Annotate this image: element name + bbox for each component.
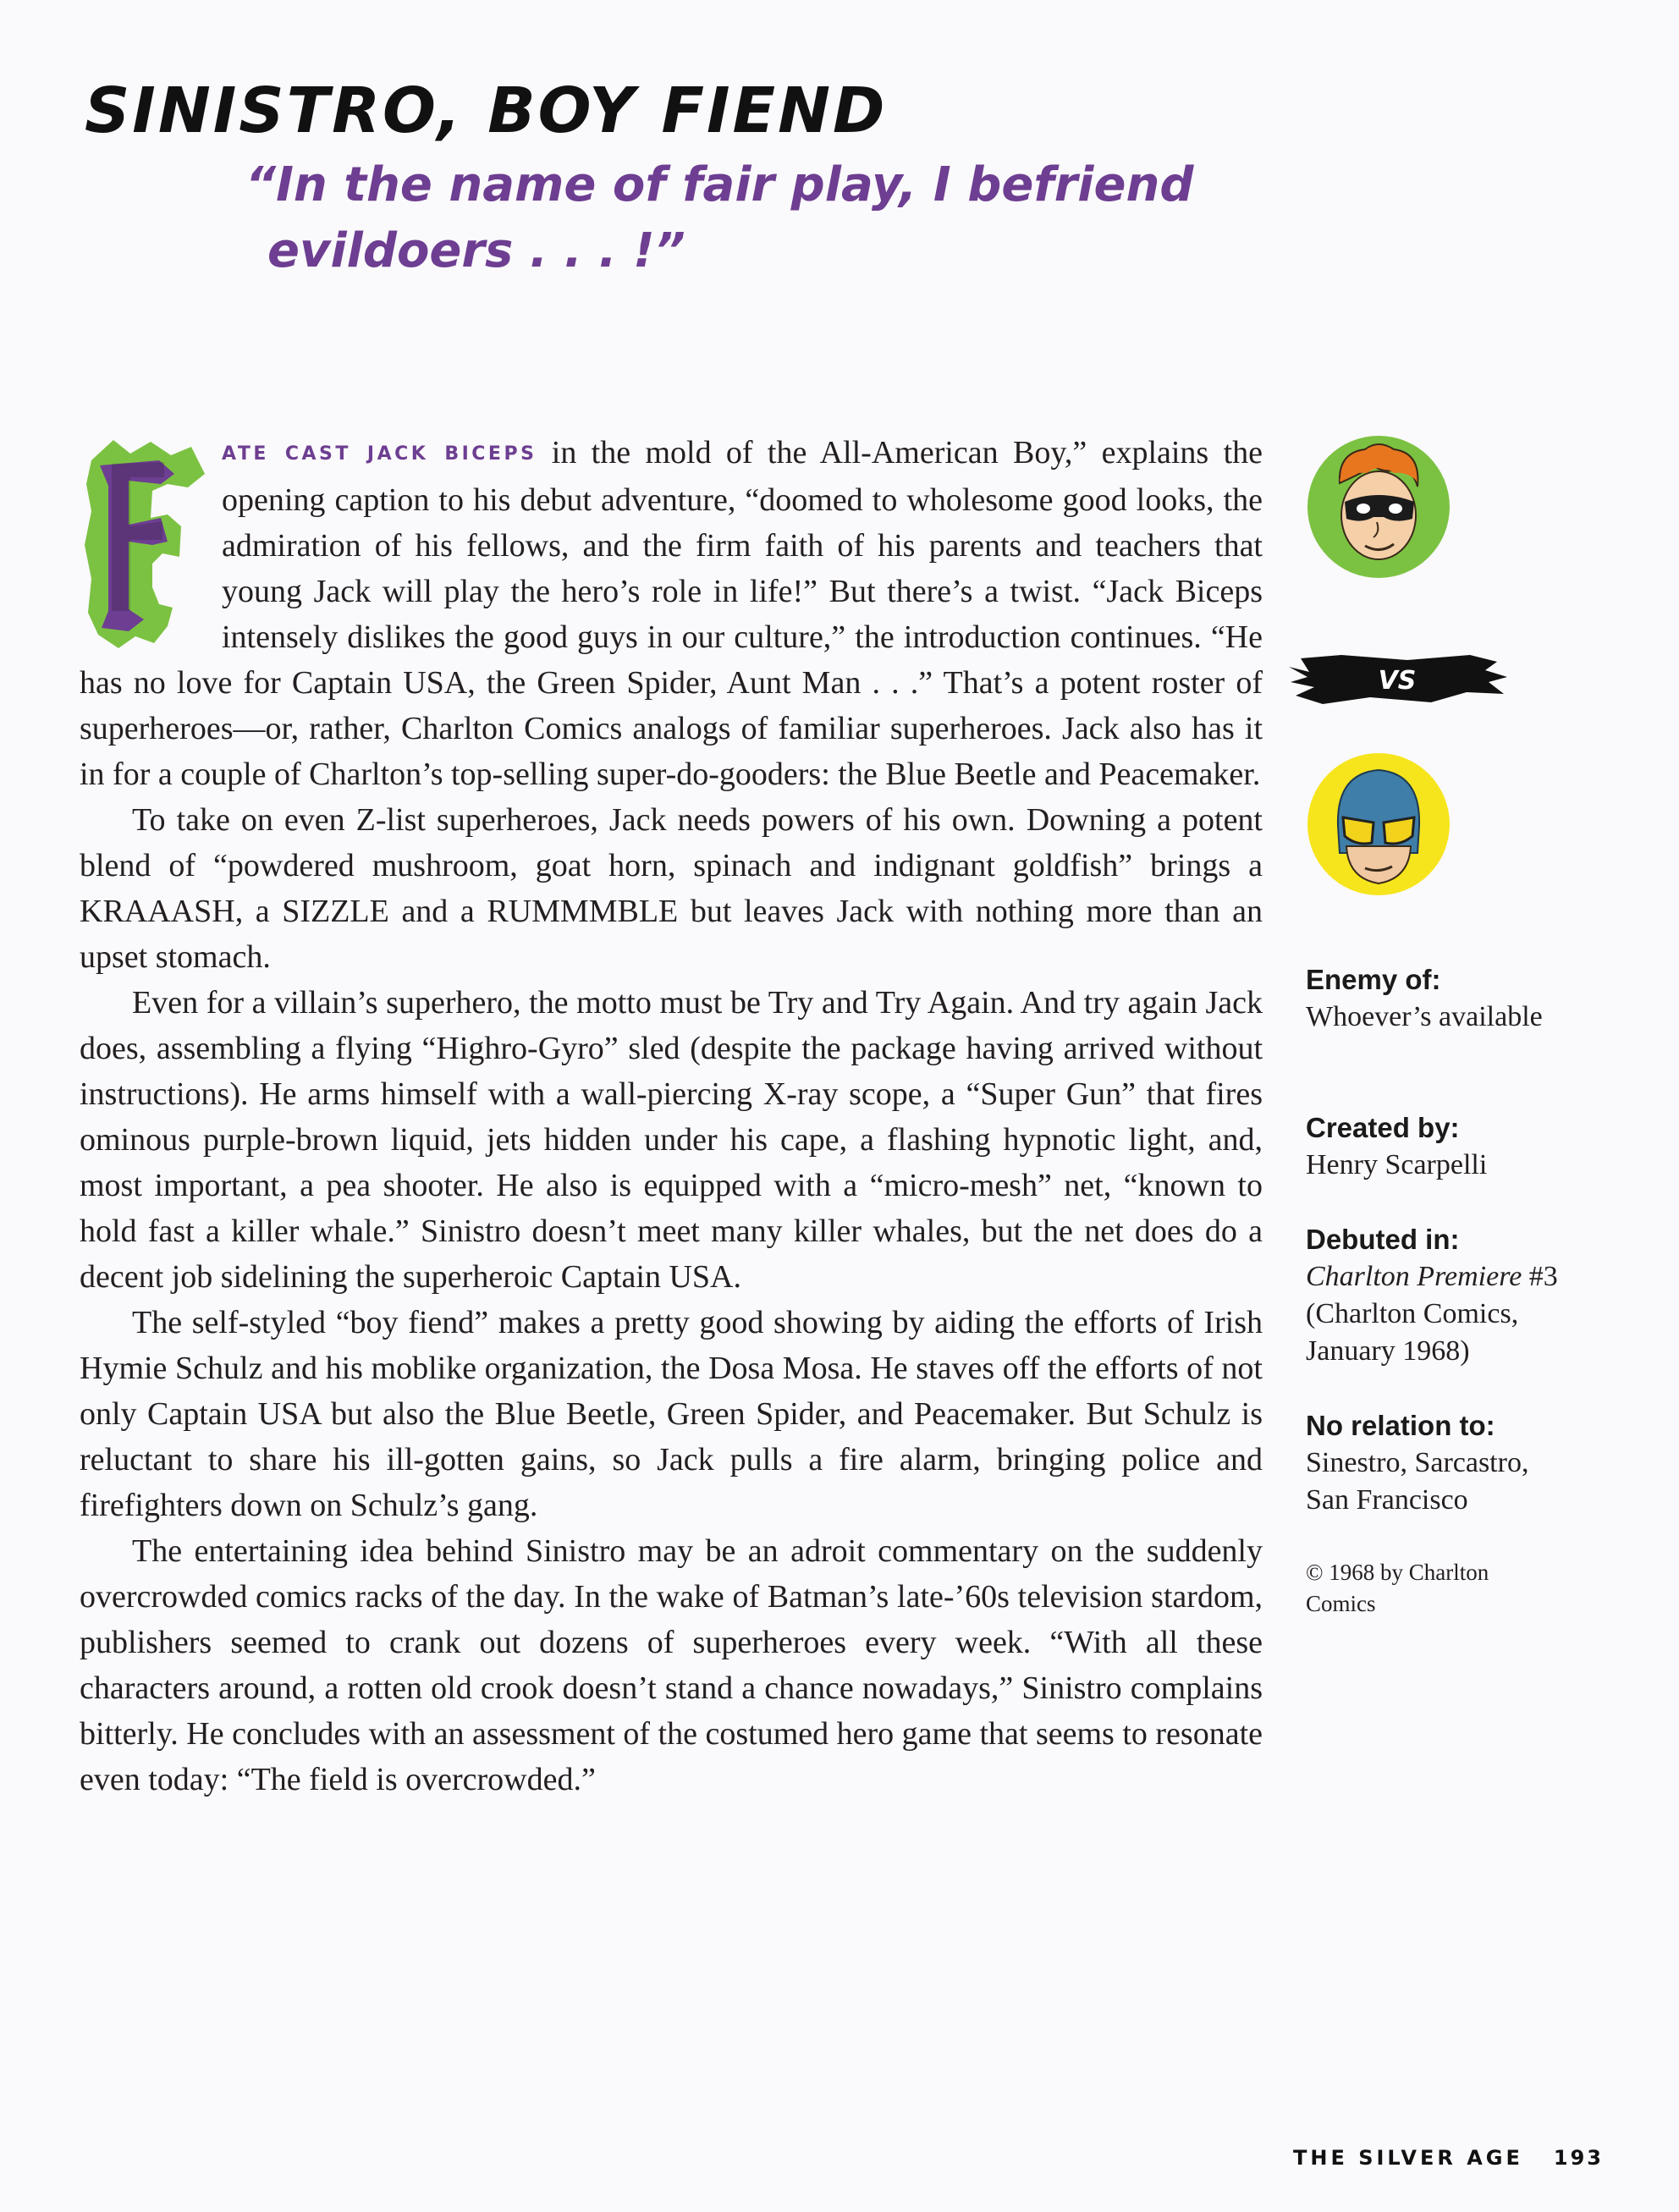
created-label: Created by: xyxy=(1306,1112,1460,1143)
no-relation-label: No relation to: xyxy=(1306,1410,1495,1441)
paragraph-1: ATE CAST JACK BICEPS in the mold of the All-American Boy,” explains the opening caption to his debut adventure, “doomed to wholesome good looks, the admiration of his fellows, and the firm faith of his parents and teachers that young Jack will play the hero’s role in life!” But there’s a twist. “Jack Biceps intensely dislikes the good guys in our culture,” the introduction continues. “He has no love for Captain USA, the Green Spider, Aunt Man . . .” That’s a potent roster of superheroes—or, rather, Charlton Comics analogs of familiar superheroes. Jack also has it in for a couple of Charlton’s top-selling super-do-gooders: the Blue Beetle and Peacemaker. xyxy=(80,435,1263,792)
fact-enemy xyxy=(1306,961,1594,1036)
paragraph-4: The self-styled “boy fiend” makes a pretty good showing by aiding the efforts of Irish Hymie Schulz and his moblike organization, the Dosa Mosa. He staves off the efforts of not only Captain USA but also the Blue Beetle, Green Spider, and Peacemaker. But Schulz is reluctant to share his ill-gotten gains, so Jack pulls a fire alarm, bringing police and firefighters down on Schulz’s gang. xyxy=(80,1305,1263,1523)
sinistro-portrait-icon xyxy=(1306,434,1451,580)
debuted-label: Debuted in: xyxy=(1306,1224,1460,1255)
pull-quote xyxy=(245,152,1261,284)
page-title: SINISTRO, BOY FIEND xyxy=(85,74,888,147)
enemy-value: Whoever’s available xyxy=(1306,1001,1543,1032)
enemy-label: Enemy of: xyxy=(1306,964,1441,995)
running-footer xyxy=(1293,2146,1604,2170)
article-body xyxy=(80,430,1263,1802)
vs-label: VS xyxy=(1378,666,1417,696)
svg-text:F: F xyxy=(143,640,145,641)
debuted-value: Charlton Premiere #3 xyxy=(1306,1261,1558,1292)
fact-debuted: Debuted in: Charlton Premiere #3 (Charlton Comics, January 1968) xyxy=(1306,1221,1594,1370)
fact-no-relation xyxy=(1306,1407,1568,1519)
blue-beetle-portrait-icon xyxy=(1306,751,1451,897)
pull-quote-line-1: “In the name of fair play, I befriend xyxy=(245,157,1194,212)
paragraph-5: The entertaining idea behind Sinistro may be an adroit commentary on the suddenly overcrowded comics racks of the day. In the wake of Batman’s late-’60s television stardom, publishers seemed to crank out dozens of superheroes every week. “With all these characters around, a rotten old crook doesn’t stand a chance nowadays,” Sinistro complains bitterly. He concludes with an assessment of the costumed hero game that seems to resonate even today: “The field is overcrowded.” xyxy=(80,1533,1263,1797)
created-value: Henry Scarpelli xyxy=(1306,1149,1488,1180)
section-name: THE SILVER AGE xyxy=(1293,2146,1523,2170)
copyright-notice: © 1968 by Charlton Comics xyxy=(1306,1560,1489,1616)
lead-in: ATE CAST JACK BICEPS xyxy=(222,443,537,465)
paragraph-2: To take on even Z-list superheroes, Jack needs powers of his own. Downing a potent blend of “powdered mushroom, goat horn, spinach and indignant goldfish” brings a KRAAASH, a SIZZLE and a RUMMMBLE but leaves Jack with nothing more than an upset stomach. xyxy=(80,802,1263,975)
drop-cap-f-icon xyxy=(80,435,208,651)
no-relation-value: Sinestro, Sarcastro, San Francisco xyxy=(1306,1447,1529,1516)
paragraph-3: Even for a villain’s superhero, the motto must be Try and Try Again. And try again Jack does, assembling a flying “Highro-Gyro” sled (despite the package having arrived without instructions). He arms himself with a wall-piercing X-ray scope, a “Super Gun” that fires ominous purple-brown liquid, jets hidden under his cape, a flashing hypnotic light, and, most important, a pea shooter. He also is equipped with a “micro-mesh” net, “known to hold fast a killer whale.” Sinistro doesn’t meet many killer whales, but the net does do a decent job sidelining the superheroic Captain USA. xyxy=(80,985,1263,1295)
fact-created xyxy=(1306,1109,1594,1184)
vs-banner xyxy=(1289,653,1509,706)
pull-quote-line-2: evildoers . . . !” xyxy=(267,223,685,278)
page-number: 193 xyxy=(1553,2146,1604,2170)
